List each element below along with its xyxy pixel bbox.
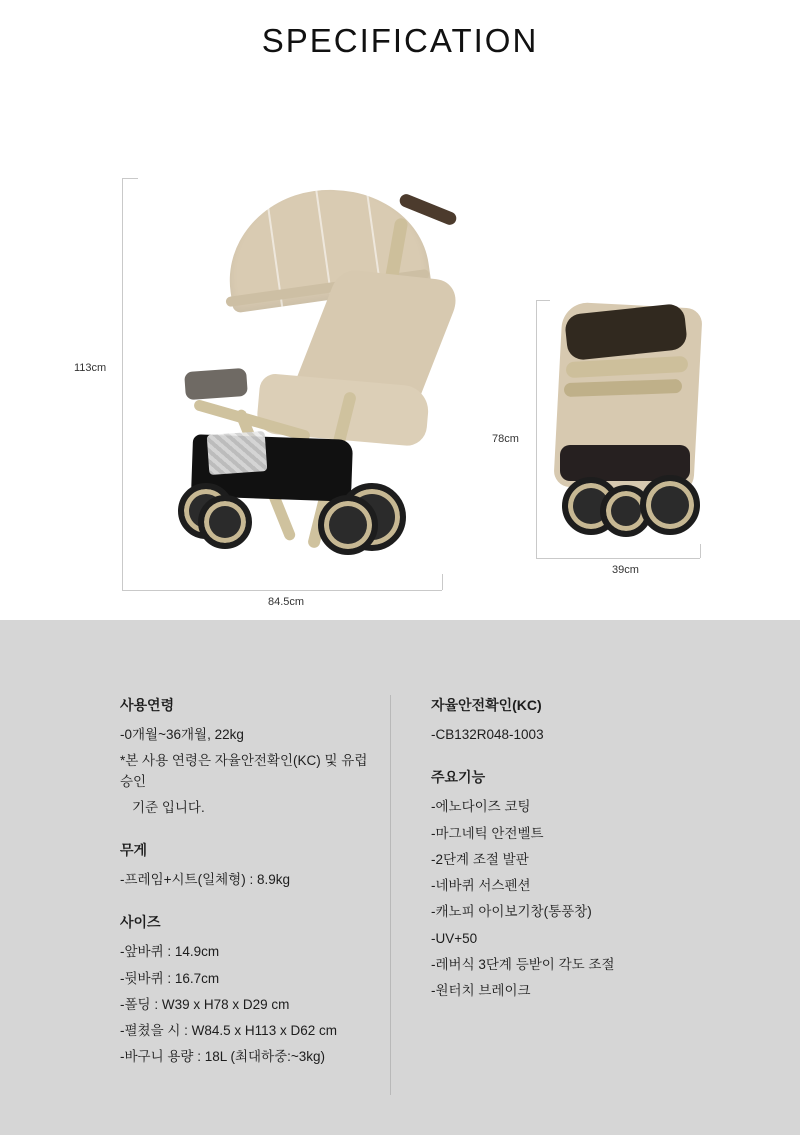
spec-line: -UV+50 (431, 930, 478, 946)
spec-heading-weight: 무게 (120, 842, 148, 858)
spec-line: -마그네틱 안전벨트 (431, 825, 544, 841)
spec-line: -프레임+시트(일체형) : 8.9kg (120, 872, 290, 887)
open-width-label: 84.5cm (268, 596, 305, 608)
spec-group-age (120, 695, 372, 818)
folded-wheel-shape (640, 475, 700, 535)
spec-column-left (60, 695, 390, 1095)
spec-line: -캐노피 아이보기창(통풍창) (431, 904, 592, 920)
spec-line: -앞바퀴 : 14.9cm (120, 944, 220, 960)
folded-height-dimension-line (536, 300, 537, 558)
spec-line: -원터치 브레이크 (431, 983, 531, 998)
front-wheel-shape (198, 495, 252, 549)
spec-line: -네바퀴 서스펜션 (431, 878, 531, 893)
footrest-shape (184, 368, 248, 400)
basket-pattern-shape (207, 431, 268, 475)
spec-group-weight (120, 840, 372, 890)
spec-heading-features: 주요기능 (431, 769, 486, 786)
open-height-label: 113cm (74, 362, 107, 374)
spec-line: -바구니 용량 : 18L (최대하중:~3kg) (120, 1049, 326, 1065)
spec-group-size (120, 912, 372, 1067)
folded-width-label: 39cm (612, 564, 639, 576)
stroller-folded-illustration (540, 285, 725, 575)
spec-line: -폴딩 : W39 x H78 x D29 cm (120, 996, 290, 1012)
spec-heading-age: 사용연령 (120, 697, 175, 713)
folded-height-label: 78cm (492, 433, 519, 445)
open-width-dimension-line (122, 590, 442, 591)
spec-line: *본 사용 연령은 자율안전확인(KC) 및 유럽승인 (120, 753, 368, 789)
spec-column-right (390, 695, 740, 1095)
spec-line: -펼쳤을 시 : W84.5 x H113 x D62 cm (120, 1023, 337, 1038)
spec-line: -뒷바퀴 : 16.7cm (120, 970, 220, 986)
spec-heading-size: 사이즈 (120, 914, 161, 931)
spec-line: -레버식 3단계 등받이 각도 조절 (431, 956, 615, 972)
spec-line: -에노다이즈 코팅 (431, 799, 531, 815)
spec-line: 기준 입니다. (132, 799, 205, 815)
stroller-open-illustration (130, 165, 450, 585)
page-title: SPECIFICATION (261, 22, 539, 59)
spec-line: -0개월~36개월, 22kg (120, 727, 244, 742)
spec-line: -2단계 조절 발판 (431, 851, 529, 867)
spec-line: -CB132R048-1003 (431, 727, 544, 742)
open-height-dimension-line (122, 178, 123, 590)
rear-wheel-shape (318, 495, 378, 555)
product-diagram (0, 60, 800, 615)
spec-group-features (431, 767, 740, 1001)
specification-panel (0, 620, 800, 1135)
spec-group-kc (431, 695, 740, 745)
spec-heading-kc: 자율안전확인(KC) (431, 697, 542, 713)
